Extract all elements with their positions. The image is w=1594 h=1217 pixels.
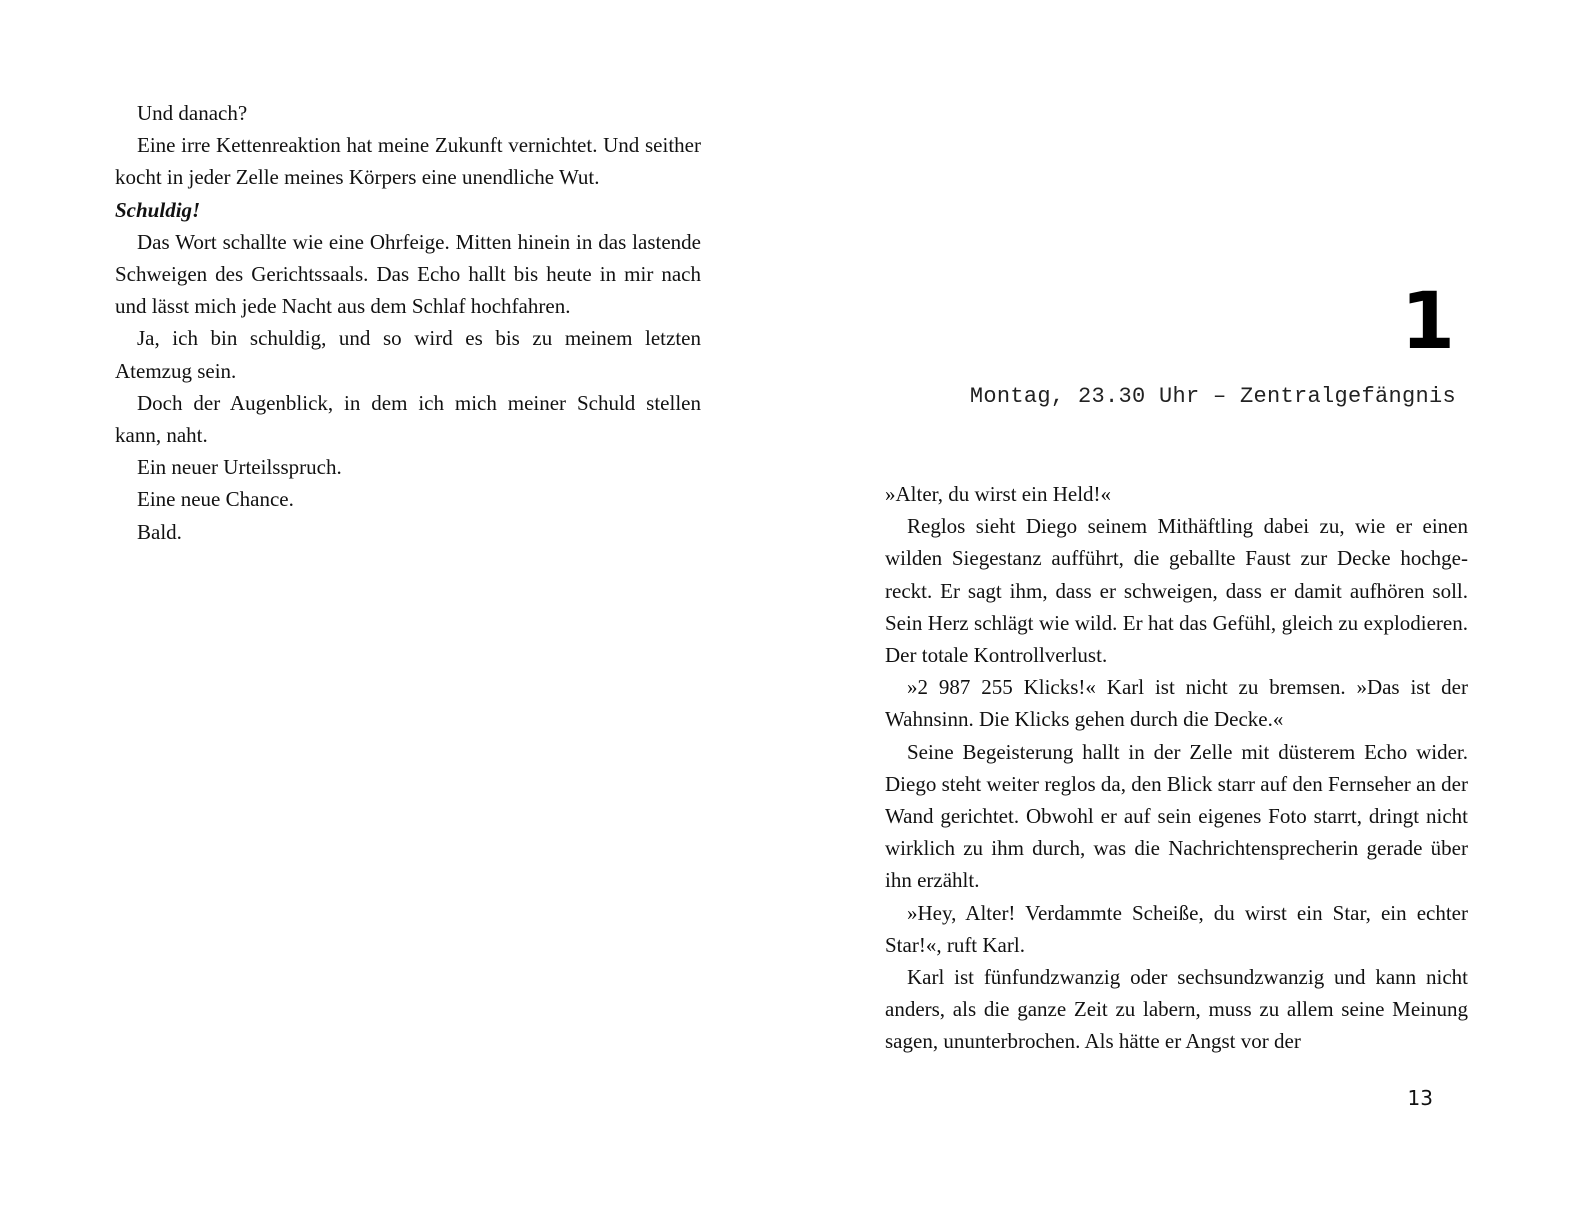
chapter-heading: Montag, 23.30 Uhr – Zentralgefängnis <box>969 384 1456 409</box>
right-page <box>797 0 1594 1217</box>
left-paragraph-5: Ja, ich bin schuldig, und so wird es bis zu meinem letzten Atemzug sein. <box>115 326 701 383</box>
left-paragraph-1: Und danach? <box>137 101 248 125</box>
right-paragraph-2: Reglos sieht Diego seinem Mithäftling dabei zu, wie er einen wilden Siegestanz aufführt, die geballte Faust zur Decke hochgereckt. Er sagt ihm, dass er schweigen, dass er damit aufhören soll. Sein Herz schlägt wie wild. Er hat das Gefühl, gleich zu explodieren. Der totale Kontrollverlust. <box>885 514 1468 668</box>
right-paragraph-3: »2 987 255 Klicks!« Karl ist nicht zu bremsen. »Das ist der Wahnsinn. Die Klicks gehen durch die Decke.« <box>885 675 1468 732</box>
right-paragraph-4: Seine Begeisterung hallt in der Zelle mit düsterem Echo wider. Diego steht weiter reglos da, den Blick starr auf den Fernseher an der Wand gerichtet. Obwohl er auf sein eigenes Foto starrt, dringt nicht wirklich zu ihm durch, was die Nachrichtensprecherin gerade über ihn erzählt. <box>885 739 1468 893</box>
right-page-text <box>885 478 1468 1058</box>
right-paragraph-5: »Hey, Alter! Verdammte Scheiße, du wirst ein Star, ein echter Star!«, ruft Karl. <box>885 900 1468 957</box>
left-page-text <box>115 97 701 548</box>
left-paragraph-6: Doch der Augenblick, in dem ich mich meiner Schuld stellen kann, naht. <box>115 390 701 448</box>
left-paragraph-4: Das Wort schallte wie eine Ohrfeige. Mitten hinein in das lastende Schweigen des Gerichtssaals. Das Echo hallt bis heute in mir nach und lässt mich jede Nacht aus dem Schlaf hochfahren. <box>115 229 701 319</box>
page-number: 13 <box>1407 1086 1433 1110</box>
left-paragraph-9: Bald. <box>137 519 182 544</box>
chapter-number: 1 <box>1400 277 1455 367</box>
left-paragraph-7: Ein neuer Urteilsspruch. <box>137 455 342 480</box>
right-paragraph-6: Karl ist fünfundzwanzig oder sechsundzwanzig und kann nicht anders, als die ganze Zeit zu labern, muss zu allem seine Meinung sagen, ununterbrochen. Als hätte er Angst vor der <box>885 965 1468 1054</box>
left-paragraph-8: Eine neue Chance. <box>137 487 294 512</box>
left-paragraph-emphasis: Schuldig! <box>115 197 201 222</box>
left-paragraph-2: Eine irre Kettenreaktion hat meine Zukunft vernichtet. Und seither kocht in jeder Zelle meines Körpers eine unendliche Wut. <box>115 133 701 190</box>
right-paragraph-1: »Alter, du wirst ein Held!« <box>885 482 1112 506</box>
